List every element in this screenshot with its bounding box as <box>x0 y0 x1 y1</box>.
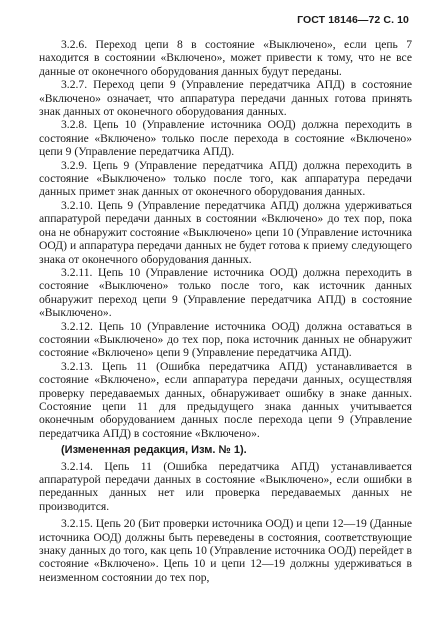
page-header: ГОСТ 18146—72 С. 10 <box>297 14 409 26</box>
paragraph-3-2-14: 3.2.14. Цепь 11 (Ошибка передатчика АПД) устанавливается аппаратурой передачи данных в состояние «Выключено», если ошибки в переданных данных нет или проверка передаваемых данных не производится. <box>39 459 412 513</box>
paragraph-3-2-7: 3.2.7. Переход цепи 9 (Управление передатчика АПД) в состояние «Включено» означает, что аппаратура передачи данных готова принять знак данных от оконечного оборудования данных. <box>39 78 412 119</box>
amendment-note: (Измененная редакция, Изм. № 1). <box>61 444 247 457</box>
paragraph-3-2-10: 3.2.10. Цепь 9 (Управление передатчика АПД) должна удерживаться аппаратурой передачи данных в состоянии «Включено» до тех пор, пока она не обнаружит состояние «Выключено» цепи 10 (Управление источника ООД) и аппаратура передачи данных не будет готова к приему следующего знака от оконечного оборудования данных. <box>39 198 412 266</box>
paragraph-3-2-6: 3.2.6. Переход цепи 8 в состояние «Выключено», если цепь 7 находится в состоянии «Включено», может привести к тому, что не все данные от оконечного оборудования данных будут переданы. <box>39 38 412 78</box>
paragraph-3-2-12: 3.2.12. Цепь 10 (Управление источника ООД) должна оставаться в состоянии «Выключено» до тех пор, пока источник данных не обнаружит состояние «Включено» цепи 9 (Управление передатчика АПД). <box>39 319 412 360</box>
paragraph-3-2-13: 3.2.13. Цепь 11 (Ошибка передатчика АПД) устанавливается в состояние «Включено», если аппаратура передачи данных, осуществляя проверку передаваемых данных, обнаруживает ошибку в знаке данных. Состояние цепи 11 для предыдущего знака данных учитывается оконечным оборудованием данных после перехода цепи 9 (Управление передатчика АПД) в состояние «Включено». <box>39 359 412 440</box>
document-body <box>39 38 412 584</box>
paragraph-3-2-15: 3.2.15. Цепь 20 (Бит проверки источника ООД) и цепи 12—19 (Данные источника ООД) должны быть переведены в состояния, соответствующие знаку данных до того, как цепь 10 (Управление источника ООД) перейдет в состояние «Включено». Цепь 10 и цепи 12—19 должны удерживаться в неизменном состоянии до тех пор, <box>39 517 412 584</box>
paragraph-3-2-11: 3.2.11. Цепь 10 (Управление источника ООД) должна переходить в состояние «Выключено» только после того, как источник данных обнаружит переход цепи 9 (Управление передатчика АПД) в состояние «Выключено». <box>39 265 412 320</box>
paragraph-3-2-9: 3.2.9. Цепь 9 (Управление передатчика АПД) должна переходить в состояние «Выключено» только после того, как аппаратура передачи данных примет знак данных от оконечного оборудования данных. <box>39 158 412 199</box>
paragraph-3-2-8: 3.2.8. Цепь 10 (Управление источника ООД) должна переходить в состояние «Включено» только после перехода в состояние «Включено» цепи 9 (Управление передатчика АПД). <box>39 118 412 159</box>
